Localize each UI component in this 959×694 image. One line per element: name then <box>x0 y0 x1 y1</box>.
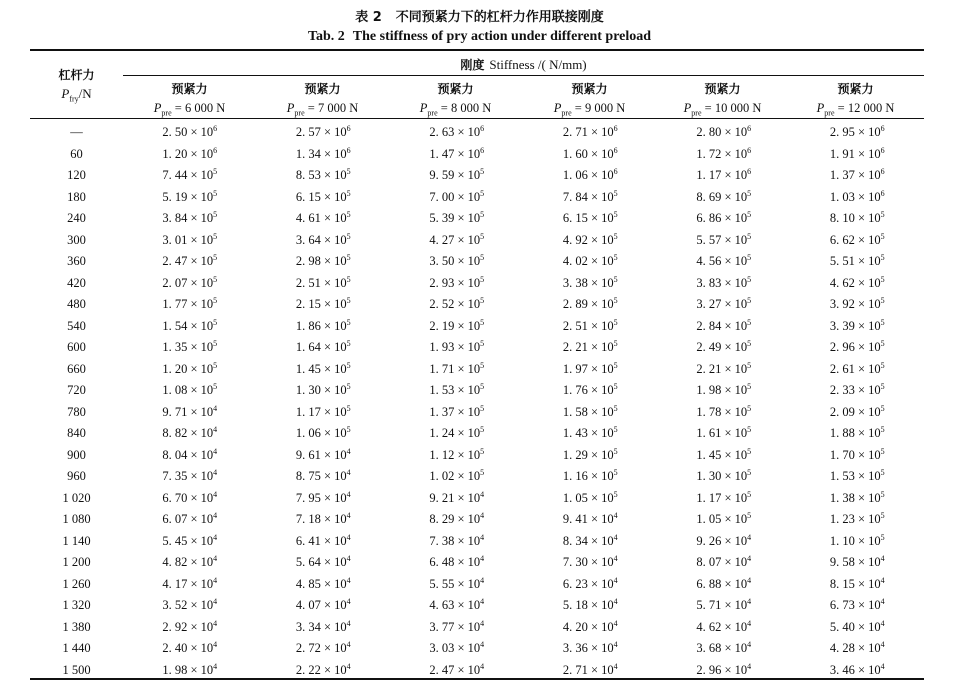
stiffness-cell: 6. $62 \times 10^5$ <box>829 231 885 247</box>
stiffness-cell: 8. $04 \times 10^4$ <box>162 446 218 462</box>
table-row <box>30 359 924 381</box>
stiffness-cell: 4. $82 \times 10^4$ <box>162 554 218 570</box>
stiffness-cell: 1. $20 \times 10^5$ <box>162 360 218 376</box>
force-cell: 240 <box>67 211 86 226</box>
stiffness-cell: 1. $60 \times 10^6$ <box>562 145 618 161</box>
stiffness-cell: 1. $72 \times 10^6$ <box>696 145 752 161</box>
stiffness-cell: 1. $37 \times 10^6$ <box>829 167 885 183</box>
stiffness-cell: 2. $22 \times 10^4$ <box>295 661 351 677</box>
stiffness-cell: 7. $38 \times 10^4$ <box>429 532 485 548</box>
stiffness-cell: 2. $21 \times 10^5$ <box>562 339 618 355</box>
preload-header-value: $P_{pre} = 12$ 000 N <box>816 101 895 118</box>
stiffness-cell: 5. $19 \times 10^5$ <box>162 188 218 204</box>
stiffness-cell: 5. $51 \times 10^5$ <box>829 253 885 269</box>
stiffness-cell: 2. $51 \times 10^5$ <box>295 274 351 290</box>
preload-header-5 <box>656 80 789 118</box>
stiffness-cell: 3. $92 \times 10^5$ <box>829 296 885 312</box>
preload-header-cn: 预紧力 <box>837 82 874 96</box>
stiffness-cell: 2. $95 \times 10^6$ <box>829 124 885 140</box>
stiffness-cell: 1. $16 \times 10^5$ <box>562 468 618 484</box>
table-body <box>30 122 924 681</box>
table-row <box>30 574 924 596</box>
stiffness-cell: 4. $07 \times 10^4$ <box>295 597 351 613</box>
stiffness-cell: 1. $88 \times 10^5$ <box>829 425 885 441</box>
stiffness-cell: 1. $93 \times 10^5$ <box>429 339 485 355</box>
stiffness-cell: 5. $39 \times 10^5$ <box>429 210 485 226</box>
stiffness-cell: 9. $58 \times 10^4$ <box>829 554 885 570</box>
preload-header-cn: 预紧力 <box>704 82 741 96</box>
caption-cn-title: 不同预紧力下的杠杆力作用联接刚度 <box>395 10 604 25</box>
stiffness-cell: 2. $61 \times 10^5$ <box>829 360 885 376</box>
force-cell: 120 <box>67 168 86 183</box>
force-cell: 1 200 <box>62 555 91 570</box>
table-row <box>30 251 924 273</box>
stiffness-cell: 1. $10 \times 10^5$ <box>829 532 885 548</box>
table-row <box>30 273 924 295</box>
stiffness-cell: 4. $63 \times 10^4$ <box>429 597 485 613</box>
caption-en-number: Tab. 2 <box>307 29 345 44</box>
stiffness-cell: 2. $96 \times 10^4$ <box>696 661 752 677</box>
force-cell: 180 <box>67 189 86 204</box>
stiffness-cell: 1. $64 \times 10^5$ <box>295 339 351 355</box>
stiffness-cell: 1. $30 \times 10^5$ <box>295 382 351 398</box>
table-row <box>30 488 924 510</box>
stiffness-cell: 3. $38 \times 10^5$ <box>562 274 618 290</box>
stiffness-cell: 1. $05 \times 10^5$ <box>696 511 752 527</box>
stiffness-cell: 2. $51 \times 10^5$ <box>562 317 618 333</box>
stiffness-cell: 6. $07 \times 10^4$ <box>162 511 218 527</box>
stiffness-cell: 1. $23 \times 10^5$ <box>829 511 885 527</box>
table-row <box>30 445 924 467</box>
table-row <box>30 466 924 488</box>
stiffness-cell: 2. $57 \times 10^6$ <box>295 124 351 140</box>
force-cell: 60 <box>70 146 83 161</box>
stiffness-cell: 2. $93 \times 10^5$ <box>429 274 485 290</box>
stiffness-cell: 8. $69 \times 10^5$ <box>696 188 752 204</box>
stiffness-cell: 1. $76 \times 10^5$ <box>562 382 618 398</box>
table-row <box>30 638 924 660</box>
table-caption-en <box>0 29 959 45</box>
stiffness-cell: 8. $07 \times 10^4$ <box>696 554 752 570</box>
table-row <box>30 122 924 144</box>
stiffness-cell: 1. $35 \times 10^5$ <box>162 339 218 355</box>
stiffness-cell: 8. $15 \times 10^4$ <box>829 575 885 591</box>
table-row <box>30 144 924 166</box>
stiffness-cell: 3. $46 \times 10^4$ <box>829 661 885 677</box>
table-row <box>30 660 924 682</box>
stiffness-cell: 6. $15 \times 10^5$ <box>562 210 618 226</box>
force-header-cn: 杠杆力 <box>58 68 95 82</box>
table-row <box>30 316 924 338</box>
stiffness-cell: 2. $98 \times 10^5$ <box>295 253 351 269</box>
stiffness-cell: 3. $39 \times 10^5$ <box>829 317 885 333</box>
stiffness-cell: 8. $10 \times 10^5$ <box>829 210 885 226</box>
stiffness-group-header <box>123 56 924 73</box>
stiffness-cell: 4. $27 \times 10^5$ <box>429 231 485 247</box>
stiffness-cell: 2. $92 \times 10^4$ <box>162 618 218 634</box>
force-cell: 480 <box>67 297 86 312</box>
stiffness-cell: 1. $03 \times 10^6$ <box>829 188 885 204</box>
force-cell: 600 <box>67 340 86 355</box>
stiffness-cell: 1. $34 \times 10^6$ <box>295 145 351 161</box>
table-row <box>30 337 924 359</box>
stiffness-cell: 1. $97 \times 10^5$ <box>562 360 618 376</box>
stiffness-cell: 2. $52 \times 10^5$ <box>429 296 485 312</box>
stiffness-cell: 2. $72 \times 10^4$ <box>295 640 351 656</box>
force-cell: 1 020 <box>62 490 91 505</box>
stiffness-cell: 1. $86 \times 10^5$ <box>295 317 351 333</box>
table-row <box>30 595 924 617</box>
force-cell: 840 <box>67 426 86 441</box>
force-cell: 300 <box>67 232 86 247</box>
stiffness-cell: 2. $07 \times 10^5$ <box>162 274 218 290</box>
stiffness-cell: 1. $78 \times 10^5$ <box>696 403 752 419</box>
stiffness-cell: 4. $17 \times 10^4$ <box>162 575 218 591</box>
stiffness-cell: 1. $54 \times 10^5$ <box>162 317 218 333</box>
stiffness-cell: 1. $38 \times 10^5$ <box>829 489 885 505</box>
stiffness-cell: 3. $01 \times 10^5$ <box>162 231 218 247</box>
stiffness-cell: 5. $40 \times 10^4$ <box>829 618 885 634</box>
table-caption-cn <box>0 6 959 25</box>
preload-header-cn: 预紧力 <box>171 82 208 96</box>
stiffness-cell: 8. $53 \times 10^5$ <box>295 167 351 183</box>
stiffness-cell: 5. $57 \times 10^5$ <box>696 231 752 247</box>
stiffness-cell: 1. $17 \times 10^5$ <box>696 489 752 505</box>
stiffness-cell: 3. $27 \times 10^5$ <box>696 296 752 312</box>
stiffness-cell: 1. $37 \times 10^5$ <box>429 403 485 419</box>
force-cell: 1 320 <box>62 598 91 613</box>
stiffness-cell: 4. $62 \times 10^5$ <box>829 274 885 290</box>
stiffness-cell: 2. $71 \times 10^4$ <box>562 661 618 677</box>
stiffness-cell: 2. $50 \times 10^6$ <box>162 124 218 140</box>
stiffness-cell: 6. $88 \times 10^4$ <box>696 575 752 591</box>
stiffness-cell: 6. $70 \times 10^4$ <box>162 489 218 505</box>
stiffness-cell: 2. $09 \times 10^5$ <box>829 403 885 419</box>
stiffness-cell: 6. $86 \times 10^5$ <box>696 210 752 226</box>
stiffness-cell: 1. $08 \times 10^5$ <box>162 382 218 398</box>
stiffness-cell: 9. $61 \times 10^4$ <box>295 446 351 462</box>
force-cell: 540 <box>67 318 86 333</box>
stiffness-cell: 1. $53 \times 10^5$ <box>429 382 485 398</box>
stiffness-cell: 4. $02 \times 10^5$ <box>562 253 618 269</box>
stiffness-cell: 3. $64 \times 10^5$ <box>295 231 351 247</box>
stiffness-cell: 2. $33 \times 10^5$ <box>829 382 885 398</box>
stiffness-cell: 1. $77 \times 10^5$ <box>162 296 218 312</box>
stiffness-cell: 2. $84 \times 10^5$ <box>696 317 752 333</box>
stiffness-cell: 1. $06 \times 10^5$ <box>295 425 351 441</box>
stiffness-cell: 1. $17 \times 10^6$ <box>696 167 752 183</box>
stiffness-cell: 4. $28 \times 10^4$ <box>829 640 885 656</box>
stiffness-cell: 4. $56 \times 10^5$ <box>696 253 752 269</box>
stiffness-cell: 9. $41 \times 10^4$ <box>562 511 618 527</box>
stiffness-cell: 2. $21 \times 10^5$ <box>696 360 752 376</box>
preload-header-value: $P_{pre} = 7$ 000 N <box>286 101 359 118</box>
stiffness-cell: 1. $71 \times 10^5$ <box>429 360 485 376</box>
force-cell: — <box>70 125 83 140</box>
force-header-symbol: $P_{fry}/N$ <box>61 86 92 104</box>
preload-header-cn: 预紧力 <box>571 82 608 96</box>
stiffness-cell: 3. $84 \times 10^5$ <box>162 210 218 226</box>
stiffness-cell: 2. $15 \times 10^5$ <box>295 296 351 312</box>
stiffness-cell: 4. $92 \times 10^5$ <box>562 231 618 247</box>
preload-header-cn: 预紧力 <box>304 82 341 96</box>
stiffness-cell: 1. $20 \times 10^6$ <box>162 145 218 161</box>
stiffness-cell: 4. $20 \times 10^4$ <box>562 618 618 634</box>
stiffness-cell: 2. $40 \times 10^4$ <box>162 640 218 656</box>
force-cell: 720 <box>67 383 86 398</box>
stiffness-cell: 5. $71 \times 10^4$ <box>696 597 752 613</box>
table-row <box>30 509 924 531</box>
stiffness-cell: 8. $34 \times 10^4$ <box>562 532 618 548</box>
table-row <box>30 531 924 553</box>
stiffness-cell: 1. $45 \times 10^5$ <box>696 446 752 462</box>
force-cell: 360 <box>67 254 86 269</box>
stiffness-cell: 9. $71 \times 10^4$ <box>162 403 218 419</box>
stiffness-cell: 1. $58 \times 10^5$ <box>562 403 618 419</box>
table-row <box>30 208 924 230</box>
preload-header-6 <box>789 80 922 118</box>
stiffness-cell: 2. $80 \times 10^6$ <box>696 124 752 140</box>
stiffness-cell: 7. $84 \times 10^5$ <box>562 188 618 204</box>
table-row <box>30 423 924 445</box>
stiffness-cell: 6. $23 \times 10^4$ <box>562 575 618 591</box>
stiffness-cell: 3. $52 \times 10^4$ <box>162 597 218 613</box>
stiffness-cell: 2. $71 \times 10^6$ <box>562 124 618 140</box>
stiffness-cell: 4. $62 \times 10^4$ <box>696 618 752 634</box>
stiffness-cell: 3. $50 \times 10^5$ <box>429 253 485 269</box>
stiffness-cell: 5. $55 \times 10^4$ <box>429 575 485 591</box>
stiffness-cell: 1. $06 \times 10^6$ <box>562 167 618 183</box>
stiffness-cell: 3. $83 \times 10^5$ <box>696 274 752 290</box>
stiffness-cell: 2. $96 \times 10^5$ <box>829 339 885 355</box>
preload-header-value: $P_{pre} = 8$ 000 N <box>419 101 492 118</box>
stiffness-cell: 2. $49 \times 10^5$ <box>696 339 752 355</box>
stiffness-cell: 3. $77 \times 10^4$ <box>429 618 485 634</box>
stiffness-cell: 7. $95 \times 10^4$ <box>295 489 351 505</box>
stiffness-cell: 9. $26 \times 10^4$ <box>696 532 752 548</box>
stiffness-cell: 1. $98 \times 10^4$ <box>162 661 218 677</box>
force-cell: 780 <box>67 404 86 419</box>
force-cell: 1 500 <box>62 662 91 677</box>
stiffness-cell: 1. $61 \times 10^5$ <box>696 425 752 441</box>
preload-header-cn: 预紧力 <box>437 82 474 96</box>
table-row <box>30 552 924 574</box>
stiffness-cell: 2. $47 \times 10^5$ <box>162 253 218 269</box>
stiffness-cell: 6. $41 \times 10^4$ <box>295 532 351 548</box>
caption-en-title: The stiffness of pry action under different preload <box>352 29 652 44</box>
table-row <box>30 380 924 402</box>
table-row <box>30 294 924 316</box>
preload-header-value: $P_{pre} = 10$ 000 N <box>683 101 762 118</box>
stiffness-cell: 7. $18 \times 10^4$ <box>295 511 351 527</box>
stiffness-cell: 4. $85 \times 10^4$ <box>295 575 351 591</box>
stiffness-cell: 1. $91 \times 10^6$ <box>829 145 885 161</box>
group-rule <box>123 75 924 76</box>
stiffness-cell: 9. $59 \times 10^5$ <box>429 167 485 183</box>
stiffness-cell: 1. $17 \times 10^5$ <box>295 403 351 419</box>
stiffness-cell: 2. $47 \times 10^4$ <box>429 661 485 677</box>
stiffness-cell: 2. $63 \times 10^6$ <box>429 124 485 140</box>
table-row <box>30 187 924 209</box>
stiffness-cell: 5. $18 \times 10^4$ <box>562 597 618 613</box>
preload-header-value: $P_{pre} = 6$ 000 N <box>153 101 226 118</box>
stiffness-cell: 1. $47 \times 10^6$ <box>429 145 485 161</box>
stiffness-cell: 8. $75 \times 10^4$ <box>295 468 351 484</box>
stiffness-header-cn: 刚度 <box>460 58 485 72</box>
stiffness-cell: 1. $98 \times 10^5$ <box>696 382 752 398</box>
stiffness-cell: 1. $29 \times 10^5$ <box>562 446 618 462</box>
table-row <box>30 230 924 252</box>
stiffness-cell: 6. $73 \times 10^4$ <box>829 597 885 613</box>
stiffness-cell: 1. $53 \times 10^5$ <box>829 468 885 484</box>
preload-header-3 <box>389 80 522 118</box>
stiffness-cell: 2. $19 \times 10^5$ <box>429 317 485 333</box>
force-cell: 900 <box>67 447 86 462</box>
stiffness-cell: 6. $48 \times 10^4$ <box>429 554 485 570</box>
force-cell: 1 380 <box>62 619 91 634</box>
stiffness-cell: 1. $30 \times 10^5$ <box>696 468 752 484</box>
stiffness-cell: 1. $02 \times 10^5$ <box>429 468 485 484</box>
force-cell: 1 260 <box>62 576 91 591</box>
stiffness-cell: 5. $45 \times 10^4$ <box>162 532 218 548</box>
stiffness-cell: 1. $05 \times 10^5$ <box>562 489 618 505</box>
stiffness-cell: 7. $00 \times 10^5$ <box>429 188 485 204</box>
stiffness-cell: 1. $12 \times 10^5$ <box>429 446 485 462</box>
table-row <box>30 402 924 424</box>
stiffness-cell: 1. $45 \times 10^5$ <box>295 360 351 376</box>
stiffness-cell: 9. $21 \times 10^4$ <box>429 489 485 505</box>
stiffness-cell: 5. $64 \times 10^4$ <box>295 554 351 570</box>
stiffness-cell: 3. $68 \times 10^4$ <box>696 640 752 656</box>
preload-header-2 <box>256 80 389 118</box>
stiffness-cell: 2. $89 \times 10^5$ <box>562 296 618 312</box>
stiffness-cell: 8. $82 \times 10^4$ <box>162 425 218 441</box>
preload-header-1 <box>123 80 256 118</box>
stiffness-cell: 4. $61 \times 10^5$ <box>295 210 351 226</box>
table-row <box>30 617 924 639</box>
top-rule <box>30 49 924 51</box>
preload-header-value: $P_{pre} = 9$ 000 N <box>553 101 626 118</box>
stiffness-cell: 7. $44 \times 10^5$ <box>162 167 218 183</box>
force-cell: 960 <box>67 469 86 484</box>
table-row <box>30 165 924 187</box>
stiffness-cell: 1. $24 \times 10^5$ <box>429 425 485 441</box>
stiffness-cell: 3. $34 \times 10^4$ <box>295 618 351 634</box>
force-cell: 420 <box>67 275 86 290</box>
stiffness-cell: 6. $15 \times 10^5$ <box>295 188 351 204</box>
preload-header-4 <box>523 80 656 118</box>
force-column-header <box>30 66 123 104</box>
header-rule <box>30 118 924 119</box>
stiffness-cell: 8. $29 \times 10^4$ <box>429 511 485 527</box>
stiffness-cell: 3. $03 \times 10^4$ <box>429 640 485 656</box>
stiffness-cell: 7. $30 \times 10^4$ <box>562 554 618 570</box>
stiffness-header-en: Stiffness /( N/mm) <box>489 57 587 72</box>
force-cell: 1 080 <box>62 512 91 527</box>
force-cell: 1 440 <box>62 641 91 656</box>
stiffness-cell: 7. $35 \times 10^4$ <box>162 468 218 484</box>
stiffness-cell: 1. $43 \times 10^5$ <box>562 425 618 441</box>
stiffness-cell: 1. $70 \times 10^5$ <box>829 446 885 462</box>
caption-cn-number: 表 2 <box>355 10 382 25</box>
stiffness-cell: 3. $36 \times 10^4$ <box>562 640 618 656</box>
force-cell: 660 <box>67 361 86 376</box>
force-cell: 1 140 <box>62 533 91 548</box>
